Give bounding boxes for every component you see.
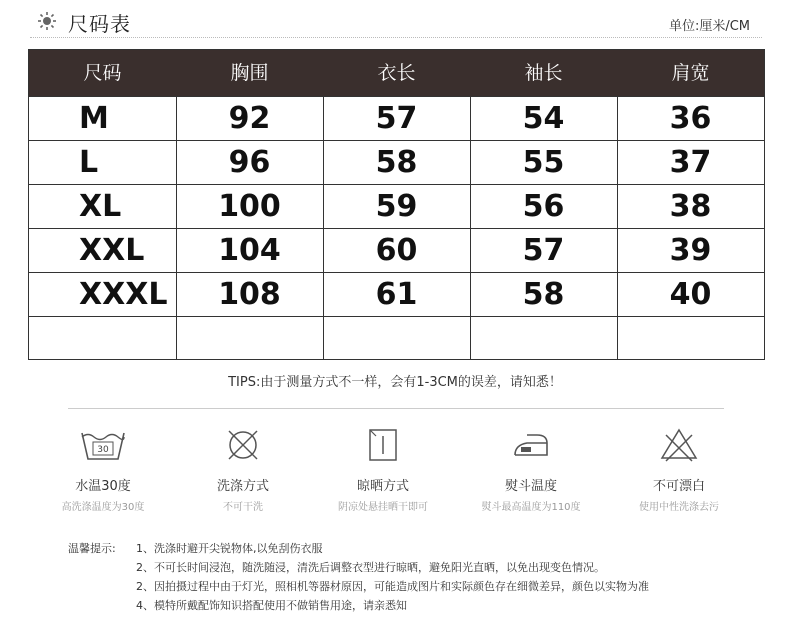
- size-cell: [29, 317, 176, 360]
- note-item: 4、模特所戴配饰知识搭配使用不做销售用途，请亲悉知: [136, 599, 407, 612]
- note-item: 1、洗涤时避开尖锐物体,以免刮伤衣服: [136, 542, 323, 555]
- table-row: [29, 228, 764, 272]
- length-cell: 61: [375, 277, 418, 312]
- wash-30-icon: [79, 425, 127, 465]
- shoulder-cell: 40: [669, 277, 712, 312]
- table-row: [29, 140, 764, 184]
- care-sub: 高洗涤温度为30度: [61, 502, 145, 513]
- care-label: 水温30度: [75, 479, 131, 494]
- sleeve-cell: 54: [522, 101, 565, 136]
- tips-text: TIPS:由于测量方式不一样，会有1-3CM的误差，请知悉！: [228, 375, 562, 390]
- column-header-length: 衣长: [377, 62, 416, 84]
- unit-label: 单位:厘米/CM: [668, 19, 750, 34]
- shade-dry-icon: [359, 425, 407, 465]
- size-cell: M: [79, 101, 109, 136]
- size-cell: XXXL: [79, 277, 168, 312]
- care-label: 熨斗温度: [504, 479, 557, 494]
- table-row-empty: [29, 316, 764, 359]
- shoulder-cell: 37: [669, 145, 712, 180]
- sleeve-cell: 57: [522, 233, 565, 268]
- no-bleach-icon: [655, 425, 703, 465]
- column-header-shoulder: 肩宽: [671, 62, 710, 84]
- column-header-chest: 胸围: [230, 62, 269, 84]
- length-cell: 57: [375, 101, 418, 136]
- size-table: [28, 49, 765, 360]
- column-divider: [470, 96, 471, 359]
- table-header: [29, 50, 764, 96]
- chest-cell: 108: [218, 277, 281, 312]
- header: [30, 6, 762, 36]
- chest-cell: 96: [228, 145, 271, 180]
- header-divider: [30, 37, 762, 38]
- column-divider: [176, 96, 177, 359]
- care-sub: 熨斗最高温度为110度: [481, 502, 581, 513]
- length-cell: [323, 317, 470, 360]
- length-cell: 60: [375, 233, 418, 268]
- care-sub: 不可干洗: [223, 502, 263, 513]
- length-cell: 59: [375, 189, 418, 224]
- sleeve-cell: 55: [522, 145, 565, 180]
- care-item-wash-method: [178, 425, 308, 513]
- table-row: [29, 272, 764, 316]
- care-sub: 使用中性洗涤去污: [639, 502, 719, 513]
- wash-temp-badge: 30: [97, 445, 109, 455]
- size-cell: L: [79, 145, 99, 180]
- care-item-dry: [318, 425, 448, 513]
- care-label: 洗涤方式: [216, 479, 269, 494]
- table-row: [29, 184, 764, 228]
- column-divider: [323, 96, 324, 359]
- chest-cell: 92: [228, 101, 271, 136]
- chest-cell: [176, 317, 323, 360]
- note-item: 2、不可长时间浸泡，随洗随浸，清洗后调整衣型进行晾晒，避免阳光直晒，以免出现变色情况。: [136, 561, 605, 574]
- care-label: 晾晒方式: [356, 479, 409, 494]
- size-cell: XXL: [79, 233, 145, 268]
- sleeve-cell: 56: [522, 189, 565, 224]
- note-item: 2、因拍摄过程中由于灯光，照相机等器材原因，可能造成图片和实际颜色存在细微差异，颜色以实物为准: [136, 580, 649, 593]
- chest-cell: 104: [218, 233, 281, 268]
- sleeve-cell: 58: [522, 277, 565, 312]
- care-item-bleach: [614, 425, 744, 513]
- shoulder-cell: 39: [669, 233, 712, 268]
- care-item-iron: [466, 425, 596, 513]
- shoulder-cell: [617, 317, 764, 360]
- section-divider: [68, 408, 724, 409]
- shoulder-cell: 36: [669, 101, 712, 136]
- table-row: [29, 96, 764, 140]
- column-header-size: 尺码: [83, 62, 122, 84]
- care-item-wash: [38, 425, 168, 513]
- size-cell: XL: [79, 189, 122, 224]
- page-title: 尺码表: [68, 12, 131, 36]
- chest-cell: 100: [218, 189, 281, 224]
- column-divider: [617, 96, 618, 359]
- sleeve-cell: [470, 317, 617, 360]
- care-label: 不可漂白: [652, 479, 705, 494]
- care-sub: 阴凉处悬挂晒干即可: [338, 502, 428, 513]
- shoulder-cell: 38: [669, 189, 712, 224]
- column-header-sleeve: 袖长: [524, 62, 563, 84]
- iron-icon: [507, 425, 555, 465]
- sun-icon: [38, 12, 56, 30]
- notes-label: 温馨提示:: [68, 542, 116, 555]
- no-dry-clean-icon: [219, 425, 267, 465]
- length-cell: 58: [375, 145, 418, 180]
